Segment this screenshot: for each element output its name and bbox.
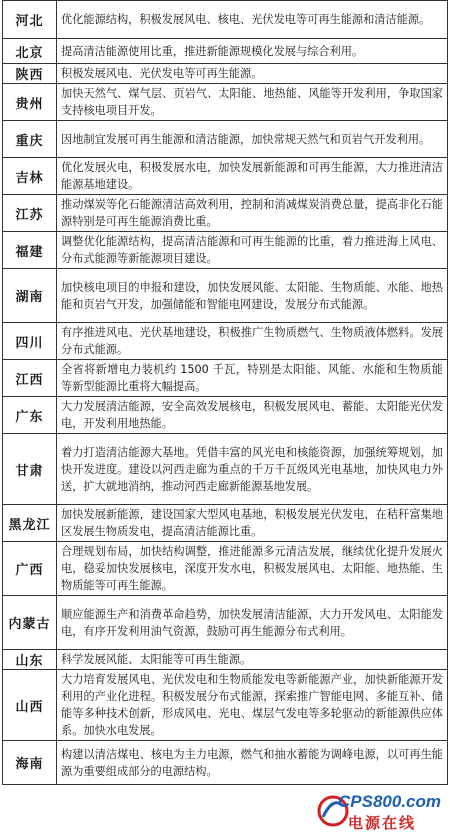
table-row [3, 596, 448, 650]
table-row [3, 39, 448, 64]
table-row [3, 650, 448, 670]
policy-text-cell: 加快天然气、煤气层、页岩气、太阳能、地热能、风能等开发利用，争取国家支持核电项目开发。 [57, 84, 448, 121]
province-cell: 广东 [3, 397, 57, 434]
province-cell: 吉林 [3, 158, 57, 195]
province-cell: 贵州 [3, 84, 57, 121]
policy-text-cell: 优化发展火电，积极发展水电，加快发展新能源和可再生能源，大力推进清洁能源基地建设。 [57, 158, 448, 195]
table-row [3, 397, 448, 434]
energy-policy-table [2, 0, 448, 785]
table-row [3, 1, 448, 39]
table-row [3, 360, 448, 397]
province-cell: 山西 [3, 670, 57, 741]
province-cell: 四川 [3, 323, 57, 360]
table-row [3, 232, 448, 269]
province-cell: 内蒙古 [3, 596, 57, 650]
province-cell: 陕西 [3, 64, 57, 84]
table-row [3, 741, 448, 785]
policy-text-cell: 加快核电项目的申报和建设，加快发展风能、太阳能、生物质能、水能、地热能和页岩气开发，加强储能和智能电网建设，发展分布式能源。 [57, 269, 448, 323]
province-cell: 江西 [3, 360, 57, 397]
table-row [3, 434, 448, 505]
policy-text-cell: 提高清洁能源使用比重，推进新能源规模化发展与综合利用。 [57, 39, 448, 64]
table-row [3, 269, 448, 323]
province-cell: 甘肃 [3, 434, 57, 505]
watermark [314, 792, 444, 832]
watermark-site: CPS800.com [338, 792, 441, 811]
table-row [3, 121, 448, 158]
policy-text-cell: 有序推进风电、光伏基地建设，积极推广生物质燃气、生物质液体燃料。发展分布式能源。 [57, 323, 448, 360]
table-row [3, 84, 448, 121]
policy-text-cell: 大力发展清洁能源，安全高效发展核电，积极发展风电、蓄能、太阳能光伏发电，开发利用地热能。 [57, 397, 448, 434]
province-cell: 山东 [3, 650, 57, 670]
policy-text-cell: 调整优化能源结构，提高清洁能源和可再生能源的比重，着力推进海上风电、分布式能源等新能源项目建设。 [57, 232, 448, 269]
table-row [3, 158, 448, 195]
province-cell: 河北 [3, 1, 57, 39]
province-cell: 湖南 [3, 269, 57, 323]
table-row [3, 195, 448, 232]
watermark-cn: 电源在线 [348, 814, 417, 832]
policy-text-cell: 科学发展风能、太阳能等可再生能源。 [57, 650, 448, 670]
policy-text-cell: 大力培育发展风电、光伏发电和生物质能发电等新能源产业，加快新能源开发利用的产业化进程。积极发展分布式能源，探索推广智能电网、多能互补、储能等多种技术创新，形成风电、光电、煤层气发电等多轮驱动的新能源供应体系。加快水电发展。 [57, 670, 448, 741]
table-row [3, 323, 448, 360]
table-row [3, 670, 448, 741]
policy-text-cell: 优化能源结构，积极发展风电、核电、光伏发电等可再生能源和清洁能源。 [57, 1, 448, 39]
policy-text-cell: 全省将新增电力装机约 1500 千瓦，特别是太阳能、风能、水能和生物质能等新型能源比重将大幅提高。 [57, 360, 448, 397]
table-row [3, 64, 448, 84]
policy-text-cell: 因地制宜发展可再生能源和清洁能源，加快常规天然气和页岩气开发利用。 [57, 121, 448, 158]
province-cell: 广西 [3, 542, 57, 596]
policy-text-cell: 推动煤炭等化石能源清洁高效利用，控制和消减煤炭消费总量，提高非化石能源特别是可再生能源消费比重。 [57, 195, 448, 232]
province-cell: 江苏 [3, 195, 57, 232]
policy-text-cell: 积极发展风电、光伏发电等可再生能源。 [57, 64, 448, 84]
province-cell: 黑龙江 [3, 505, 57, 542]
policy-text-cell: 合理规划布局，加快结构调整，推进能源多元清洁发展，继续优化提升发展火电，稳妥加快发展核电，深度开发水电，积极发展风电、太阳能、地热能、生物质能等可再生能源。 [57, 542, 448, 596]
cps800-logo-icon [314, 792, 352, 830]
table-body [3, 1, 448, 785]
province-cell: 福建 [3, 232, 57, 269]
province-cell: 北京 [3, 39, 57, 64]
policy-text-cell: 顺应能源生产和消费革命趋势，加快发展清洁能源，大力开发风电、太阳能发电，有序开发利用油气资源，鼓励可再生能源分布式利用。 [57, 596, 448, 650]
province-cell: 海南 [3, 741, 57, 785]
province-cell: 重庆 [3, 121, 57, 158]
table-row [3, 505, 448, 542]
policy-text-cell: 构建以清洁煤电、核电为主力电源，燃气和抽水蓄能为调峰电源，以可再生能源为重要组成部分的电源结构。 [57, 741, 448, 785]
policy-text-cell: 着力打造清洁能源大基地。凭借丰富的风光电和核能资源，加强统筹规划，加快开发进度。建设以河西走廊为重点的千万千瓦级风光电基地，加快风电力外送，扩大就地消纳，推动河西走廊新能源基地发展。 [57, 434, 448, 505]
policy-text-cell: 加快发展新能源，建设国家大型风电基地，积极发展光伏发电，在秸秆富集地区发展生物质发电，提高清洁能源比重。 [57, 505, 448, 542]
table-row [3, 542, 448, 596]
